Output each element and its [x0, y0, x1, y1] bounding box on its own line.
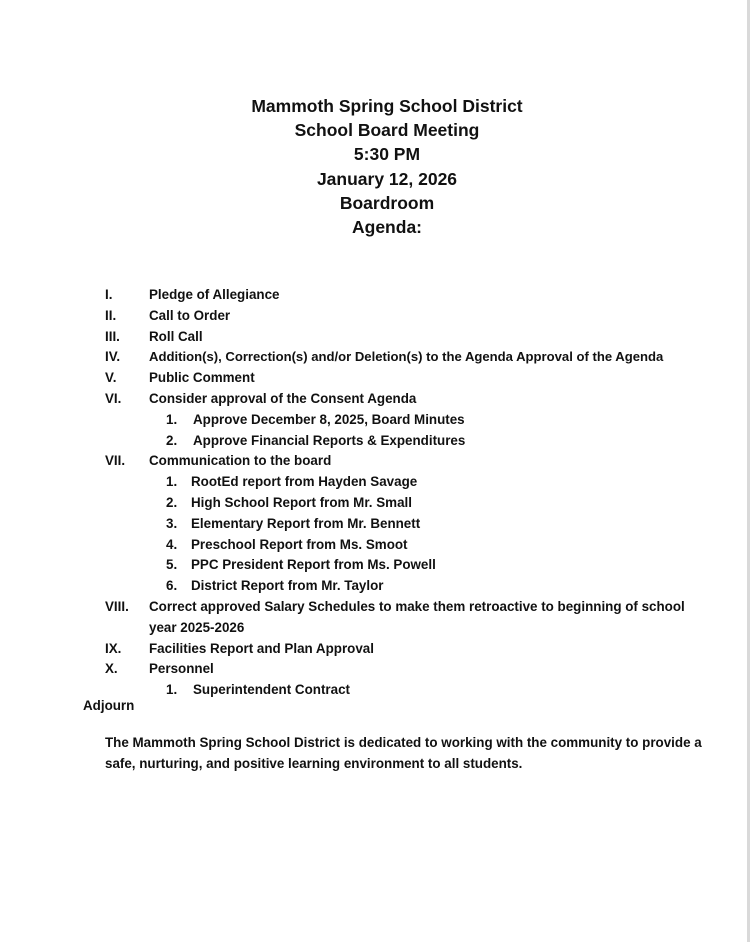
agenda-item [0, 659, 750, 680]
mission-statement: The Mammoth Spring School District is dedicated to working with the community to provide a safe, nurturing, and positive learning environment to all students. [105, 735, 702, 771]
agenda-subitem-text: Preschool Report from Ms. Smoot [191, 536, 408, 552]
agenda-item-number: I. [105, 287, 113, 302]
agenda-item-number: V. [105, 370, 117, 386]
agenda-item-number: II. [105, 307, 117, 323]
agenda-item [0, 597, 750, 639]
agenda-item [0, 368, 750, 389]
agenda-item-text: Facilities Report and Plan Approval [149, 640, 374, 656]
agenda-item-text: Roll Call [149, 328, 203, 344]
agenda-item-text: Personnel [149, 661, 214, 677]
agenda-subitem [0, 472, 750, 493]
agenda-item-number: VIII. [105, 598, 129, 614]
agenda-item-text: Pledge of Allegiance [149, 287, 280, 302]
meeting-location: Boardroom [339, 192, 435, 213]
agenda-subitem-number: 1. [166, 474, 178, 490]
agenda-subitem-number: 5. [166, 557, 178, 573]
agenda-subitem [0, 431, 750, 452]
agenda-subitem [0, 493, 750, 514]
agenda-subitem-number: 2. [166, 494, 178, 510]
meeting-title: School Board Meeting [294, 120, 480, 141]
district-name: Mammoth Spring School District [251, 96, 523, 116]
agenda-subitem-number: 4. [166, 536, 178, 552]
adjourn-label: Adjourn [83, 698, 135, 713]
agenda-item-number: IV. [105, 349, 121, 365]
agenda-item [0, 347, 750, 368]
document-header [0, 94, 750, 239]
agenda-item [0, 639, 750, 660]
agenda-item-text: Correct approved Salary Schedules to make them retroactive to beginning of school year 2025-2026 [149, 598, 685, 635]
agenda-item-number: VI. [105, 390, 122, 406]
agenda-item-number: X. [105, 661, 118, 677]
agenda-subitem-text: District Report from Mr. Taylor [191, 578, 384, 594]
agenda-subitem-number: 3. [166, 515, 178, 531]
agenda-subitem-text: Superintendent Contract [193, 682, 350, 698]
agenda-item-text: Communication to the board [149, 453, 332, 469]
agenda-item-number: VII. [105, 453, 126, 469]
agenda-subitem-text: Approve Financial Reports & Expenditures [193, 432, 466, 448]
agenda-item-number: IX. [105, 640, 122, 656]
agenda-subitem-number: 1. [166, 682, 178, 698]
meeting-time: 5:30 PM [353, 144, 421, 165]
agenda-item-text: Addition(s), Correction(s) and/or Deletion(s) to the Agenda Approval of the Agenda [149, 349, 664, 365]
agenda-subitem-text: Elementary Report from Mr. Bennett [191, 515, 421, 531]
agenda-subitem-text: High School Report from Mr. Small [191, 494, 412, 510]
agenda-subitem-text: PPC President Report from Ms. Powell [191, 557, 436, 573]
agenda-item-text: Public Comment [149, 370, 255, 386]
agenda-subitem [0, 514, 750, 535]
agenda-subitem-text: RootEd report from Hayden Savage [191, 474, 418, 490]
agenda-item-number: III. [105, 328, 120, 344]
agenda-item [0, 285, 750, 306]
agenda-subitem-number: 1. [166, 411, 178, 427]
agenda-subitem-text: Approve December 8, 2025, Board Minutes [193, 411, 465, 427]
agenda-subitem [0, 410, 750, 431]
agenda-subitem [0, 576, 750, 597]
agenda-item [0, 306, 750, 327]
agenda-item-text: Consider approval of the Consent Agenda [149, 390, 417, 406]
agenda-subitem-number: 2. [166, 432, 178, 448]
agenda-item [0, 327, 750, 348]
agenda-label: Agenda: [352, 217, 422, 238]
agenda-item [0, 451, 750, 472]
agenda-subitem [0, 535, 750, 556]
agenda-item-text: Call to Order [149, 307, 231, 323]
agenda-item [0, 389, 750, 410]
agenda-list [0, 285, 750, 701]
agenda-subitem [0, 555, 750, 576]
agenda-subitem-number: 6. [166, 578, 178, 594]
meeting-date: January 12, 2026 [316, 168, 458, 189]
